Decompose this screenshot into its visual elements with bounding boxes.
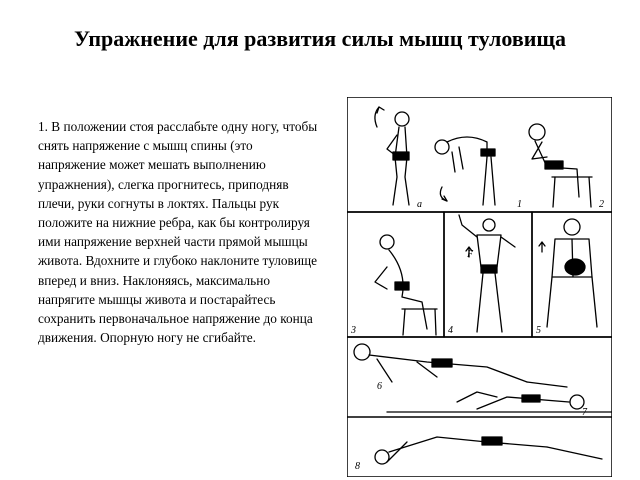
figure-3-seated <box>375 235 437 335</box>
figure-8-crunch <box>375 437 602 464</box>
exercise-illustration <box>347 97 612 477</box>
figure-7-lying <box>387 392 612 412</box>
label-3: 3 <box>351 325 356 336</box>
force-label: F <box>467 249 474 260</box>
label-a: а <box>417 199 422 210</box>
label-4: 4 <box>448 325 453 336</box>
figure-1a-standing <box>375 107 409 205</box>
exercise-description: 1. В положении стоя расслабьте одну ногу, чтобы снять напряжение с мышц спины (это напряжение может мешать выполнению упражнения), слегка прогнитесь, приподняв плечи, руки согнуты в локтях. Пальцы рук положите на нижние ребра, как бы контролируя ими напряжение верхней части прямой мышцы живота. Вдохните и глубоко наклоните туловище вперед и вниз. Наклоняясь, максимально напрягите мышцы живота и постарайтесь сохранить первоначальное напряжение до конца движения. Опорную ногу не сгибайте. <box>38 119 318 346</box>
figure-4-front <box>459 215 515 332</box>
figure-6-lying <box>354 344 567 387</box>
label-5: 5 <box>536 325 541 336</box>
figure-5-back <box>539 219 597 327</box>
panel-frames <box>347 97 612 477</box>
label-7: 7 <box>582 407 587 418</box>
label-1: 1 <box>517 199 522 210</box>
slide-title: Упражнение для развития силы мышц туловища <box>74 26 566 51</box>
label-6: 6 <box>377 381 382 392</box>
label-8: 8 <box>355 461 360 472</box>
label-2: 2 <box>599 199 604 210</box>
figure-2-seated <box>529 124 592 207</box>
figure-1-bending <box>435 137 495 205</box>
